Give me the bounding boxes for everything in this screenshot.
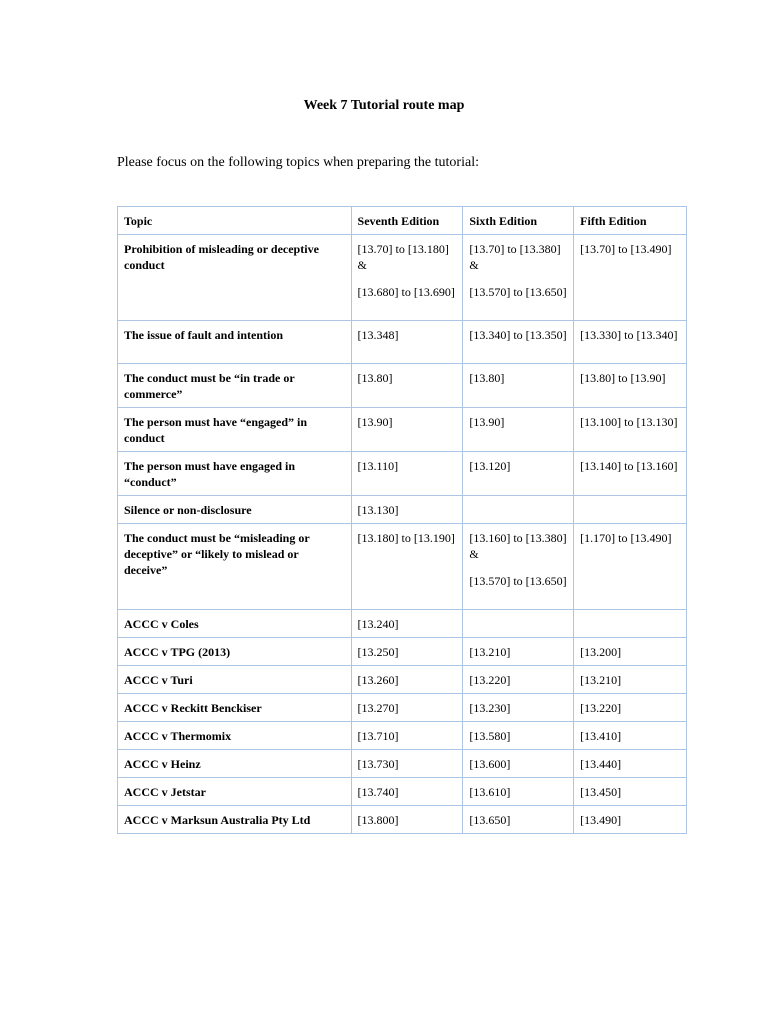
fifth-edition-cell: [13.80] to [13.90] [574,364,687,408]
topic-cell: The person must have “engaged” in conduct [118,408,352,452]
table-header-row [118,207,687,235]
topic-cell: Prohibition of misleading or deceptive conduct [118,235,352,321]
reference-text: [13.680] to [13.690] [357,285,455,299]
fifth-edition-cell: [13.70] to [13.490] [574,235,687,321]
table-row [118,694,687,722]
sixth-edition-cell: [13.230] [463,694,574,722]
page-title: Week 7 Tutorial route map [303,98,465,113]
seventh-edition-cell: [13.800] [351,806,463,834]
seventh-edition-cell: [13.260] [351,666,463,694]
intro-text: Please focus on the following topics when preparing the tutorial: [117,155,479,170]
seventh-edition-cell: [13.110] [351,452,463,496]
fifth-edition-cell [574,610,687,638]
sixth-edition-cell: [13.610] [463,778,574,806]
reference-text: [13.160] to [13.380] & [469,531,567,561]
topic-cell: ACCC v TPG (2013) [118,638,352,666]
fifth-edition-cell: [13.200] [574,638,687,666]
table-row [118,778,687,806]
reference-text: [13.570] to [13.650] [469,285,567,299]
fifth-edition-cell: [13.490] [574,806,687,834]
seventh-edition-cell: [13.710] [351,722,463,750]
sixth-edition-cell: [13.580] [463,722,574,750]
table-row [118,666,687,694]
topic-cell: ACCC v Heinz [118,750,352,778]
table-row [118,722,687,750]
topic-cell: The conduct must be “misleading or deceptive” or “likely to mislead or deceive” [118,524,352,610]
seventh-edition-cell: [13.250] [351,638,463,666]
sixth-edition-cell: [13.340] to [13.350] [463,321,574,364]
sixth-edition-cell: [13.220] [463,666,574,694]
fifth-edition-cell: [13.140] to [13.160] [574,452,687,496]
seventh-edition-cell: [13.270] [351,694,463,722]
fifth-edition-cell: [13.450] [574,778,687,806]
table-row [118,610,687,638]
topic-cell: ACCC v Reckitt Benckiser [118,694,352,722]
seventh-edition-cell [351,235,463,321]
table-row [118,496,687,524]
fifth-edition-cell: [1.170] to [13.490] [574,524,687,610]
seventh-edition-cell: [13.240] [351,610,463,638]
reference-text: [13.70] to [13.380] & [469,242,561,272]
sixth-edition-cell: [13.80] [463,364,574,408]
header-fifth-edition: Fifth Edition [574,207,687,235]
fifth-edition-cell: [13.100] to [13.130] [574,408,687,452]
sixth-edition-cell [463,235,574,321]
table-row [118,408,687,452]
reference-text: [13.70] to [13.180] & [357,242,449,272]
seventh-edition-cell: [13.80] [351,364,463,408]
seventh-edition-cell: [13.740] [351,778,463,806]
seventh-edition-cell: [13.348] [351,321,463,364]
topic-cell: The person must have engaged in “conduct” [118,452,352,496]
reference-text: [13.570] to [13.650] [469,574,567,588]
fifth-edition-cell: [13.440] [574,750,687,778]
fifth-edition-cell [574,496,687,524]
topic-cell: ACCC v Turi [118,666,352,694]
table-row [118,321,687,364]
route-map-table [117,206,687,834]
topic-cell: ACCC v Coles [118,610,352,638]
topic-cell: The conduct must be “in trade or commerce” [118,364,352,408]
seventh-edition-cell: [13.130] [351,496,463,524]
topic-cell: Silence or non-disclosure [118,496,352,524]
sixth-edition-cell: [13.650] [463,806,574,834]
topic-cell: ACCC v Marksun Australia Pty Ltd [118,806,352,834]
table-row [118,750,687,778]
seventh-edition-cell: [13.90] [351,408,463,452]
header-sixth-edition: Sixth Edition [463,207,574,235]
table-row [118,638,687,666]
topic-cell: ACCC v Thermomix [118,722,352,750]
sixth-edition-cell [463,496,574,524]
header-seventh-edition: Seventh Edition [351,207,463,235]
fifth-edition-cell: [13.330] to [13.340] [574,321,687,364]
sixth-edition-cell: [13.90] [463,408,574,452]
table-row [118,364,687,408]
fifth-edition-cell: [13.410] [574,722,687,750]
sixth-edition-cell: [13.210] [463,638,574,666]
topic-cell: The issue of fault and intention [118,321,352,364]
table-row [118,452,687,496]
sixth-edition-cell [463,610,574,638]
sixth-edition-cell: [13.120] [463,452,574,496]
fifth-edition-cell: [13.220] [574,694,687,722]
seventh-edition-cell: [13.180] to [13.190] [351,524,463,610]
sixth-edition-cell [463,524,574,610]
fifth-edition-cell: [13.210] [574,666,687,694]
table-row [118,806,687,834]
header-topic: Topic [118,207,352,235]
seventh-edition-cell: [13.730] [351,750,463,778]
topic-cell: ACCC v Jetstar [118,778,352,806]
sixth-edition-cell: [13.600] [463,750,574,778]
table-row [118,524,687,610]
table-row [118,235,687,321]
